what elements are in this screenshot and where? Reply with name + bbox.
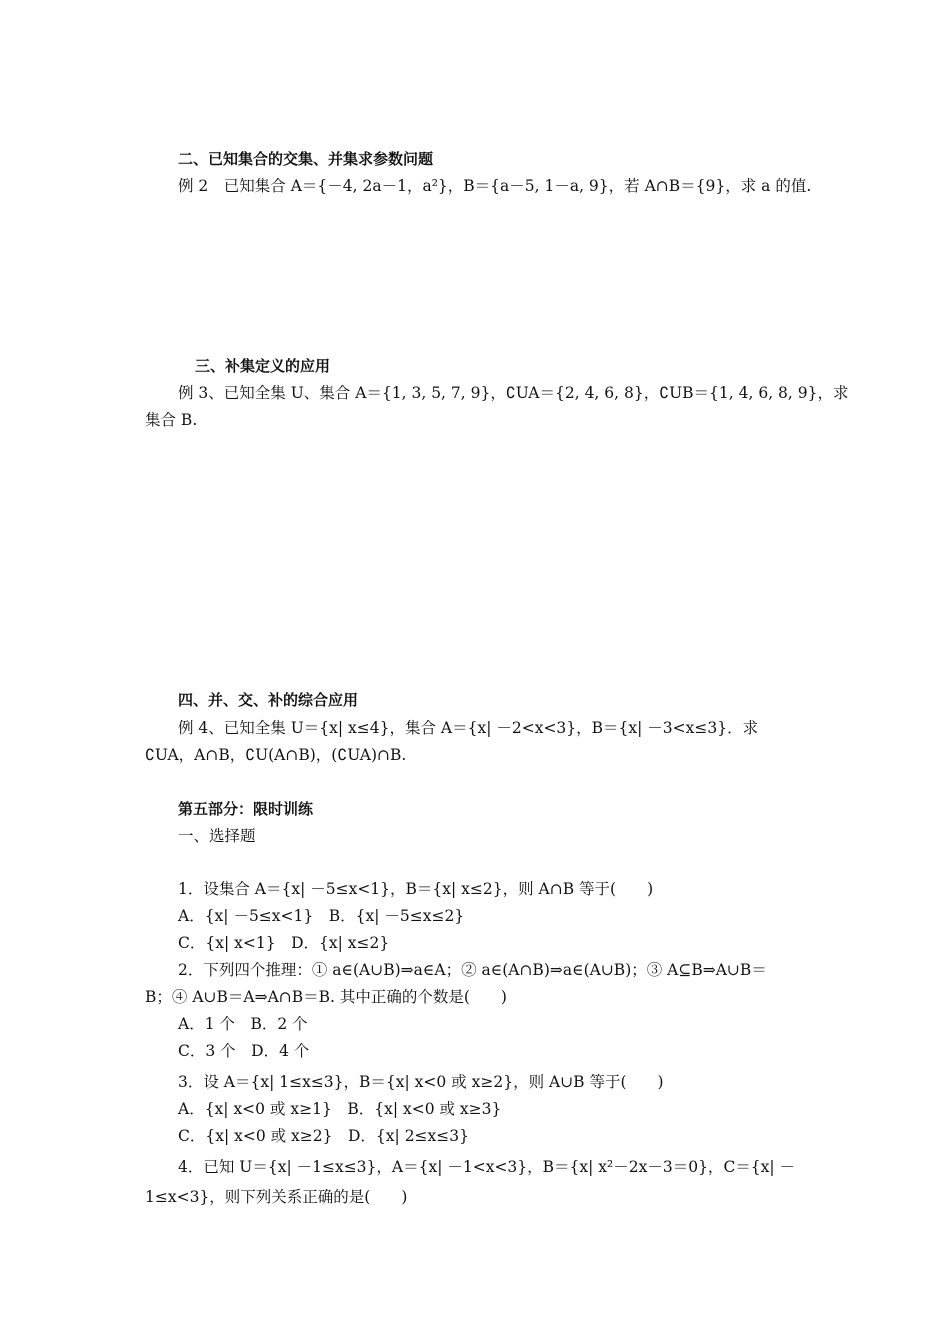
choice-questions-heading: 一、选择题 [178,827,256,845]
question-line: C．3 个 D．4 个 [178,1042,310,1060]
example-4-line-1: 例 4、已知全集 U＝{x| x≤4}，集合 A＝{x| －2<x<3}，B＝{x| －3<x≤3}．求 [178,719,759,737]
question-line: 3．设 A＝{x| 1≤x≤3}，B＝{x| x<0 或 x≥2}，则 A∪B 等于( ) [178,1073,664,1091]
question-line: 2．下列四个推理：① a∈(A∪B)⇒a∈A；② a∈(A∩B)⇒a∈(A∪B)；③ A⊆B⇒A∪B＝ [178,961,767,979]
example-2: 例 2 已知集合 A＝{－4, 2a－1，a²}，B＝{a－5, 1－a, 9}，若 A∩B＝{9}，求 a 的值. [178,177,812,195]
part-5-title: 第五部分：限时训练 [178,800,314,818]
question-line: A．1 个 B．2 个 [178,1015,308,1033]
example-3-line-1: 例 3、已知全集 U、集合 A＝{1, 3, 5, 7, 9}，∁UA＝{2, 4, 6, 8}，∁UB＝{1, 4, 6, 8, 9}，求 [178,384,849,402]
question-line: C．{x| x<1} D．{x| x≤2} [178,934,390,952]
example-4-line-2: ∁UA，A∩B，∁U(A∩B)，(∁UA)∩B. [145,746,407,764]
question-line: C．{x| x<0 或 x≥2} D．{x| 2≤x≤3} [178,1127,469,1145]
question-line: 1≤x<3}，则下列关系正确的是( ) [145,1188,408,1206]
section-2-title: 二、已知集合的交集、并集求参数问题 [178,150,434,168]
question-line: A．{x| －5≤x<1} B．{x| －5≤x≤2} [178,907,465,925]
example-3-line-2: 集合 B. [145,411,198,429]
question-line: 4．已知 U＝{x| －1≤x≤3}，A＝{x| －1<x<3}，B＝{x| x²－2x－3＝0}，C＝{x| － [178,1158,796,1176]
question-line: B；④ A∪B＝A⇒A∩B＝B. 其中正确的个数是( ) [145,988,507,1006]
question-line: 1．设集合 A＝{x| －5≤x<1}，B＝{x| x≤2}，则 A∩B 等于( ) [178,880,654,898]
question-line: A．{x| x<0 或 x≥1} B．{x| x<0 或 x≥3} [178,1100,502,1118]
section-4-title: 四、并、交、补的综合应用 [178,691,359,709]
section-3-title: 三、补集定义的应用 [195,357,331,375]
